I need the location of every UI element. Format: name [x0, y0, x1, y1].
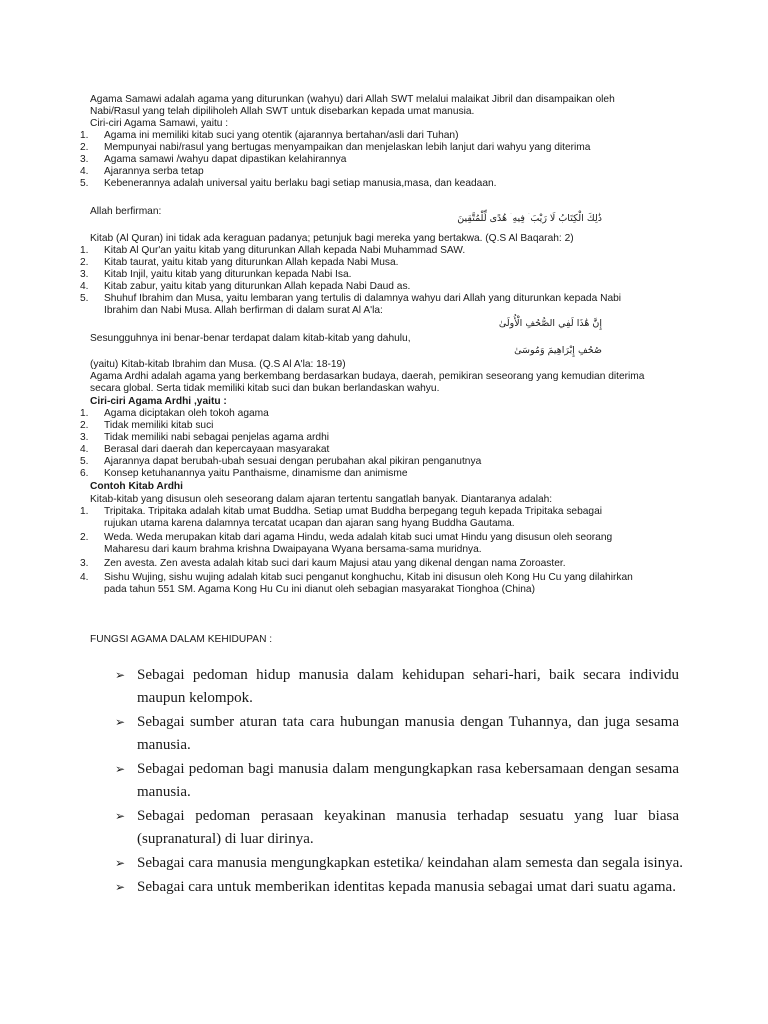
sesungguhnya-line: Sesungguhnya ini benar-benar terdapat dalam kitab-kitab yang dahulu,	[90, 333, 411, 344]
document-page: Agama Samawi adalah agama yang diturunkan (wahyu) dari Allah SWT melalui malaikat Jibril dan disampaikan oleh Nabi/Rasul yang telah dipiliholeh Allah SWT untuk disebarkan kepada umat manusia. Ciri-ciri Agama Samawi, yaitu : 1. Agama ini memiliki kitab suci yang otentik (ajarannya bertahan/asli dari Tuhan) 2. Mempunyai nabi/rasul yang bertugas menyampaikan dan menjelaskan lebih lanjut dari wahyu yang diterima 3. Agama samawi /wahyu dapat dipastikan kelahirannya 4. Ajarannya serba tetap 5. Kebenerannya adalah universal yaitu berlaku bagi setiap manusia,masa, dan keadaan. Allah berfirman: ذَٰلِكَ الْكِتَابُ لَا رَيْبَ ۛ فِيهِ ۛ هُدًى لِّلْمُتَّقِينَ Kitab (Al Quran) ini tidak ada keraguan padanya; petunjuk bagi mereka yang bertakwa. (Q.S Al Baqarah: 2) 1. Kitab Al Qur'an yaitu kitab yang diturunkan Allah kepada Nabi Muhammad SAW. 2. Kitab taurat, yaitu kitab yang diturunkan Allah kepada Nabi Musa. 3. Kitab Injil, yaitu kitab yang diturunkan kepada Nabi Isa. 4. Kitab zabur, yaitu kitab yang diturunkan Allah kepada Nabi Daud as. 5. Shuhuf Ibrahim dan Musa, yaitu lembaran yang tertulis di dalamnya wahyu dari Allah yang diturunkan kepada Nabi Ibrahim dan Nabi Musa. Allah berfirman di dalam surat Al A'la: إِنَّ هَٰذَا لَفِي الصُّحُفِ الْأُولَىٰ Sesungguhnya ini benar-benar terdapat dalam kitab-kitab yang dahulu, صُحُفِ إِبْرَاهِيمَ وَمُوسَىٰ (yaitu) Kitab-kitab Ibrahim dan Musa. (Q.S Al A'la: 18-19) Agama Ardhi adalah agama yang berkembang berdasarkan budaya, daerah, pemikiran seseorang yang kemudian diterima secara global. Serta tidak memiliki kitab suci dan bukan berlandaskan wahyu. Ciri-ciri Agama Ardhi ,yaitu : 1. Agama diciptakan oleh tokoh agama 2. Tidak memiliki kitab suci 3. Tidak memiliki nabi sebagai penjelas agama ardhi 4. Berasal dari daerah dan kepercayaan masyarakat 5. Ajarannya dapat berubah-ubah sesuai dengan perubahan akal pikiran penganutnya 6. Konsep ketuhanannya yaitu Panthaisme, dinamisme dan animisme Contoh Kitab Ardhi Kitab-kitab yang disusun oleh seseorang dalam ajaran tertentu sangatlah banyak. Diantaranya adalah: 1. Tripitaka. Tripitaka adalah kitab umat Buddha. Setiap umat Buddha berpegang teguh kepada Tripitaka sebagai rujukan utama karena dalamnya tercatat ucapan dan ajaran sang hyang Buddha Gautama. 2. Weda. Weda merupakan kitab dari agama Hindu, weda adalah kitab suci umat Hindu yang disusun oleh seorang Maharesu dari kaum brahma krishna Dwaipayana Wyana bersama-sama muridnya. 3. Zen avesta. Zen avesta adalah kitab suci dari kaum Majusi atau yang dikenal dengan nama Zoroaster. 4. Sishu Wujing, sishu wujing adalah kitab suci penganut konghuchu, Kitab ini disusun oleh Kong Hu Cu yang dilahirkan pada tahun 551 SM. Agama Kong Hu Cu ini dianut oleh sebagian masyarakat Tionghoa (China) FUNGSI AGAMA DALAM KEHIDUPAN : ➢ Sebagai pedoman hidup manusia dalam kehidupan sehari-hari, baik secara individu maupun kelompok. ➢ Sebagai sumber aturan tata cara hubungan manusia dengan Tuhannya, dan juga sesama manusia. ➢ Sebagai pedoman bagi manusia dalam mengungkapkan rasa kebersamaan dengan sesama manusia. ➢ Sebagai pedoman perasaan keyakinan manusia terhadap sesuatu yang luar biasa (supranatural) di luar dirinya. ➢ Sebagai cara manusia mengungkapkan estetika/ keindahan alam semesta dan segala isinya. ➢ Sebagai cara untuk memberikan identitas kepada manusia sebagai umat dari suatu agama.	[0, 0, 768, 1024]
allah-berfirman: Allah berfirman:	[90, 206, 162, 217]
bullet-arrow-icon: ➢	[115, 856, 126, 870]
ciri-samawi-heading: Ciri-ciri Agama Samawi, yaitu :	[90, 118, 229, 129]
contoh-heading: Contoh Kitab Ardhi	[90, 481, 183, 492]
bullet-arrow-icon: ➢	[115, 715, 126, 729]
ciri-ardhi-heading: Ciri-ciri Agama Ardhi ,yaitu :	[90, 396, 227, 407]
bullet-arrow-icon: ➢	[115, 809, 126, 823]
bullet-arrow-icon: ➢	[115, 880, 126, 894]
kitab-line: Kitab (Al Quran) ini tidak ada keraguan padanya; petunjuk bagi mereka yang bertakwa. (Q.S Al Baqarah: 2)	[90, 233, 574, 244]
fungsi-heading: FUNGSI AGAMA DALAM KEHIDUPAN :	[90, 634, 273, 645]
yaitu-line: (yaitu) Kitab-kitab Ibrahim dan Musa. (Q.S Al A'la: 18-19)	[90, 359, 346, 370]
bullet-arrow-icon: ➢	[115, 762, 126, 776]
ardhi-intro-line-2: secara global. Serta tidak memiliki kitab suci dan bukan berlandaskan wahyu.	[90, 383, 440, 394]
arabic-verse-1: ذَٰلِكَ الْكِتَابُ لَا رَيْبَ ۛ فِيهِ ۛ هُدًى لِّلْمُتَّقِينَ	[457, 213, 602, 224]
intro-line-1: Agama Samawi adalah agama yang diturunkan (wahyu) dari Allah SWT melalui malaikat Jibril dan disampaikan oleh	[90, 94, 615, 105]
bullet-arrow-icon: ➢	[115, 668, 126, 682]
arabic-verse-3: صُحُفِ إِبْرَاهِيمَ وَمُوسَىٰ	[514, 345, 602, 356]
ardhi-intro-line-1: Agama Ardhi adalah agama yang berkembang berdasarkan budaya, daerah, pemikiran seseorang yang kemudian diterima	[90, 371, 645, 382]
arabic-verse-2: إِنَّ هَٰذَا لَفِي الصُّحُفِ الْأُولَىٰ	[498, 318, 602, 329]
contoh-intro: Kitab-kitab yang disusun oleh seseorang dalam ajaran tertentu sangatlah banyak. Diantaranya adalah:	[90, 494, 553, 505]
intro-line-2: Nabi/Rasul yang telah dipiliholeh Allah SWT untuk disebarkan kepada umat manusia.	[90, 106, 475, 117]
